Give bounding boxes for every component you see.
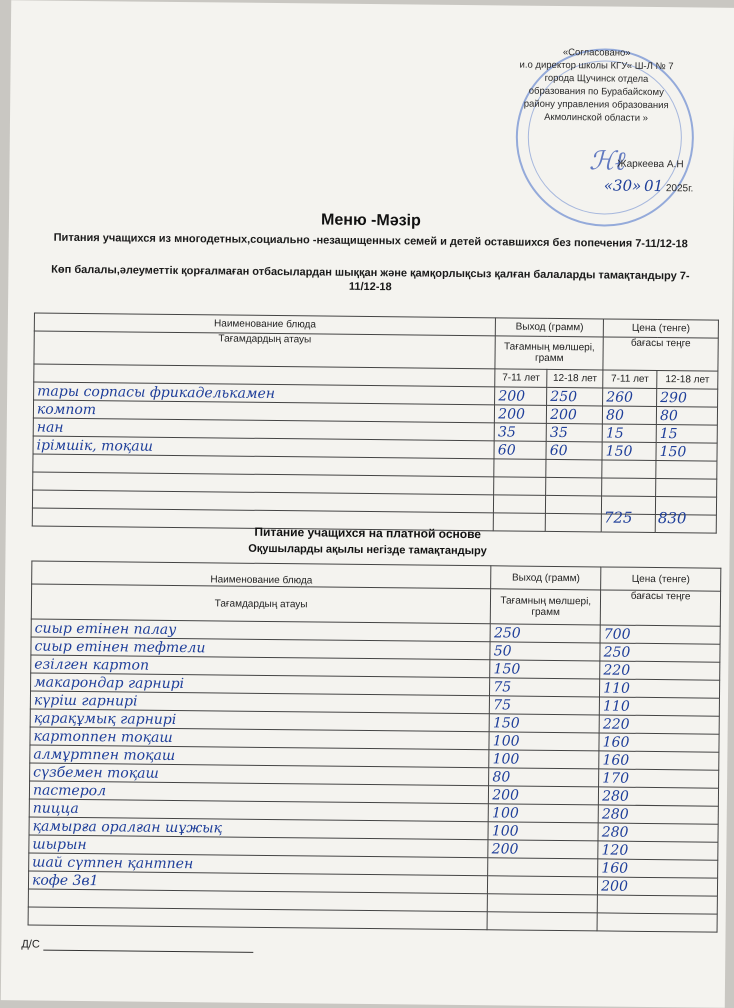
col-header-name-ru: Наименование блюда <box>34 313 495 336</box>
col-header-output-ru: Выход (грамм) <box>491 566 601 590</box>
page-title: Меню -Мәзір <box>321 211 421 230</box>
table-row: шырын 200 120 <box>29 835 718 860</box>
table-row: пицца 100 280 <box>29 799 718 824</box>
approval-line: Акмолинской области » <box>544 111 649 124</box>
paid-section-title-ru: Питание учащихся на платной основе <box>254 524 482 542</box>
table-row: сүзбемен тоқаш 80 170 <box>30 763 719 788</box>
subtitle-kz: Көп балалы,әлеуметтік қорғалмаған отбасылардан шыққан және қамқорлықсыз қалған балаларды тамақтандыру 7-11/12-18 <box>51 263 690 294</box>
table-row: сиыр етінен тефтели 50 250 <box>31 637 720 662</box>
paid-section-title-kz: Оқушыларды ақылы негізде тамақтандыру <box>248 542 487 558</box>
paid-meals-table <box>28 560 722 932</box>
table-row: күріш гарнирі 75 110 <box>30 691 719 716</box>
table-row: сиыр етінен палау 250 700 <box>31 619 720 644</box>
col-header-output-ru: Выход (грамм) <box>496 318 604 337</box>
col-header-name-kz: Тағамдардың атауы <box>31 584 491 624</box>
approval-block <box>486 45 707 125</box>
table-row: алмұртпен тоқаш 100 160 <box>30 745 719 770</box>
table-row: қамырға оралған шұжық 100 280 <box>29 817 718 842</box>
table-row: макарондар гарнирі 75 110 <box>31 673 720 698</box>
col-header-price-ru: Цена (тенге) <box>603 319 718 338</box>
table-row: пастерол 200 280 <box>29 781 718 806</box>
table-row: езілген картоп 150 220 <box>31 655 720 680</box>
col-header-price-kz: бағасы теңге <box>600 590 720 626</box>
total-7-11: 725 <box>603 508 633 527</box>
approval-line: «Согласовано» <box>562 47 631 59</box>
table-row: шай сүтпен қантпен 160 <box>29 853 718 878</box>
approval-line: и.о директор школы КГУ« Ш-Л № 7 <box>519 59 674 73</box>
footer-ds: Д/С <box>21 938 254 952</box>
signatory-name: Жаркеева А.Н <box>617 158 684 171</box>
table-row: кофе 3в1 200 <box>28 871 717 896</box>
table-row: нан 35 35 15 15 <box>33 418 717 443</box>
col-header-output-kz: Тағамның мөлшері, грамм <box>495 336 603 370</box>
table-row: компот 200 200 80 80 <box>33 400 717 425</box>
col-header-name-kz: Тағамдардың атауы <box>34 331 496 369</box>
free-meals-table: Наименование блюда Выход (грамм) Цена (тенге) Тағамдардың атауы Тағамның мөлшері, грамм бағасы теңге 7-11 лет 12-18 лет 7-11 лет 12-18 лет тары сорпасы фрикаделькамен 200 250 260 290 компот 200 200 80 80 нан 35 35 15 15 ірімшік, тоқаш 60 60 150 150 <box>32 312 719 533</box>
menu-document <box>1 0 734 1008</box>
table-row: тары сорпасы фрикаделькамен 200 250 260 290 <box>34 382 718 407</box>
table-row: ірімшік, тоқаш 60 60 150 150 <box>33 436 717 461</box>
signature-line: «30» 01 2025г. Жаркеева А.Н <box>603 158 694 196</box>
approval-line: города Щучинск отдела <box>544 72 649 85</box>
handwritten-signature: ℋℓ <box>588 146 626 177</box>
subtitle-ru: Питания учащихся из многодетных,социально -незащищенных семей и детей оставшихся без попечения 7-11/12-18 <box>53 231 688 251</box>
total-12-18: 830 <box>657 509 687 528</box>
approval-line: району управления образования <box>523 98 669 112</box>
table-row: картоппен тоқаш 100 160 <box>30 727 719 752</box>
col-header-price-kz: бағасы теңге <box>603 337 718 371</box>
col-header-output-kz: Тағамның мөлшері, грамм <box>491 589 601 625</box>
approval-line: образования по Бурабайскому <box>528 85 664 99</box>
col-header-price-ru: Цена (тенге) <box>601 567 721 591</box>
col-header-name-ru: Наименование блюда <box>32 561 492 589</box>
table-row: қарақұмық гарнирі 150 220 <box>30 709 719 734</box>
